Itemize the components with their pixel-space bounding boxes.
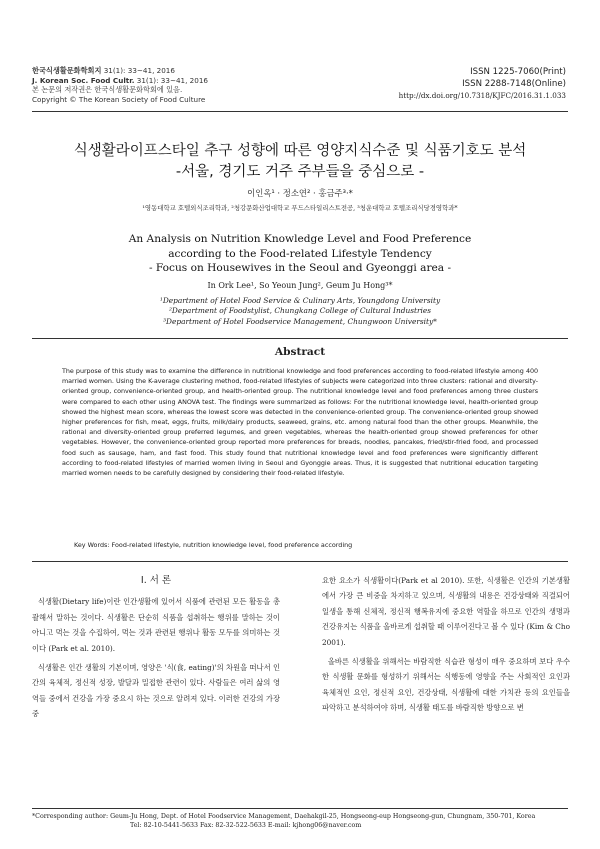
authors-en: In Ork Lee¹, So Yeoun Jung², Geum Ju Hong³* — [207, 281, 393, 290]
affiliations-en — [0, 296, 600, 327]
issn-block — [399, 66, 566, 102]
intro-paragraph-2: 식생활은 인간 생활의 기본이며, 영양은 '식(食, eating)'의 차원을 떠나서 인간의 육체적, 정신적 성장, 발달과 밀접한 관련이 있다. 사람들은 여러 삶의 영역들 중에서 건강을 가장 중요시 하는 것으로 알려져 있다. 이러한 건강의 가장 중 — [32, 663, 280, 719]
affiliation-en-1: ¹Department of Hotel Food Service & Culinary Arts, Youngdong University — [159, 296, 441, 305]
doi-link[interactable]: http://dx.doi.org/10.7318/KJFC/2016.31.1.033 — [398, 91, 566, 100]
issn-online: ISSN 2288-7148(Online) — [462, 79, 566, 89]
footnote-line2: Tel: 82-10-5441-5633 Fax: 82-32-522-5633 E-mail: kjhong06@naver.com — [130, 822, 362, 829]
affiliation-en-3: ³Department of Hotel Foodservice Management, Chungwoon University* — [163, 316, 437, 326]
affiliations-ko: ¹영동대학교 호텔외식조리학과, ²청강문화산업대학교 푸드스타일리스트전공, ³청운대학교 호텔조리식당경영학과* — [142, 204, 458, 212]
title-en-line2: according to the Food-related Lifestyle Tendency — [168, 247, 432, 260]
title-ko-line1: 식생활라이프스타일 추구 성향에 따른 영양지식수준 및 식품기호도 분석 — [73, 143, 527, 159]
issn-print: ISSN 1225-7060(Print) — [470, 67, 566, 77]
journal-volume-en: 31(1): 33~41, 2016 — [136, 75, 208, 85]
journal-name-en: J. Korean Soc. Food Cultr. — [32, 75, 135, 85]
footnote — [32, 812, 568, 830]
abstract-rule — [32, 338, 568, 339]
footnote-rule — [32, 808, 568, 809]
affiliation-en-2: ²Department of Foodstylist, Chungkang College of Cultural Industries — [168, 306, 432, 316]
footnote-line1: *Corresponding author: Geum-Ju Hong, Dept. of Hotel Foodservice Management, Daehakgil-25, Hongseong-eup Hongseong-gun, Chungnam, 350-701, Korea — [32, 813, 536, 820]
title-en-line1: An Analysis on Nutrition Knowledge Level and Food Preference — [128, 233, 472, 245]
column-right — [322, 573, 570, 720]
intro-paragraph-3: 요한 요소가 식생활이다(Park et al 2010). 또한, 식생활은 인간의 기본생활에서 가장 큰 비중을 차지하고 있으며, 식생활의 내용은 건강상태와 직결되어 일생을 통해 신체적, 정신적 행복유지에 중요한 역할을 하므로 인간의 생명과 건강유지는 식품을 올바르게 섭취할 때 이루어진다고 볼 수 있다 (Kim & Cho 2001). — [322, 576, 570, 647]
section-heading: Ⅰ. 서 론 — [140, 575, 172, 586]
title-ko — [0, 141, 600, 183]
authors-ko: 이인옥¹ · 정소연² · 홍금주³·* — [247, 188, 353, 198]
intro-paragraph-1: 식생활(Dietary life)이란 인간생활에 있어서 식품에 관련된 모든 활동을 총괄해서 말하는 것이다. 식생활은 단순히 식품을 섭취하는 행위를 말하는 것이 아니고 먹는 것을 수집하여, 먹는 것과 관련된 행위나 활동 모두를 의미하는 것이다 (Park et al. 2010). — [32, 597, 280, 653]
column-left — [32, 573, 280, 726]
abstract-heading: Abstract — [274, 346, 326, 358]
keywords-rule — [32, 561, 568, 562]
abstract-body: The purpose of this study was to examine the difference in nutritional knowledge and food preferences according to food-related lifestyle among 400 married women. Using the K-average clustering method, food-related lifestyles of subjects were categorized into three clusters: rational and diversity-oriented group, convenience-oriented group, and health-oriented group. The nutritional knowledge level and food preferences among three clusters were compared to each other using ANOVA test. The findings were summarized as follows: For the nutritional knowledge level, health-oriented group showed the highest mean score, whereas the lowest score was detected in the convenience-oriented group. The convenience-oriented group showed higher preferences for fish, meat, eggs, fruits, milk/dairy products, seaweed, grains, etc. among natural food than the other groups. Meanwhile, the rational and diversity-oriented group preferred legumes, and green vegetables, whereas the health-oriented group showed preferences for other vegetables. However, the convenience-oriented group reported more preferences for breads, noodles, pancakes, fried/stir-fried food, and processed food such as sausage, ham, and fast food. This study found that nutritional knowledge level and food preferences were significantly different according to food-related lifestyles of married women living in Seoul and Gyonggie areas. Thus, it is suggested that nutritional education targeting married women needs to be carefully designed by considering their food-related lifestyle. — [62, 367, 538, 478]
title-en-line3: - Focus on Housewives in the Seoul and Gyeonggi area - — [148, 262, 452, 274]
journal-header — [32, 66, 208, 104]
journal-name-ko: 한국식생활문화학회지 — [32, 66, 102, 75]
keywords: Key Words: Food-related lifestyle, nutrition knowledge level, food preference according — [74, 541, 353, 549]
title-en — [0, 232, 600, 276]
copyright-ko: 본 논문의 저작권은 한국식생활문화학회에 있음. — [32, 85, 183, 95]
title-ko-line2: -서울, 경기도 거주 주부들을 중심으로 - — [175, 164, 425, 180]
header-rule — [32, 111, 568, 112]
copyright-en: Copyright © The Korean Society of Food Culture — [32, 94, 206, 104]
intro-paragraph-4: 올바른 식생활을 위해서는 바람직한 식습관 형성이 매우 중요하며 보다 우수한 식생활 문화를 형성하기 위해서는 식행동에 영향을 주는 사회적인 요인과 육체적인 요인, 정신적 요인, 건강상태, 식생활에 대한 가치관 등의 요인들을 파악하고 분석하여야 하며, 식생활 태도를 바람직한 방향으로 변 — [322, 657, 570, 713]
journal-volume-ko: 31(1): 33~41, 2016 — [103, 66, 175, 75]
